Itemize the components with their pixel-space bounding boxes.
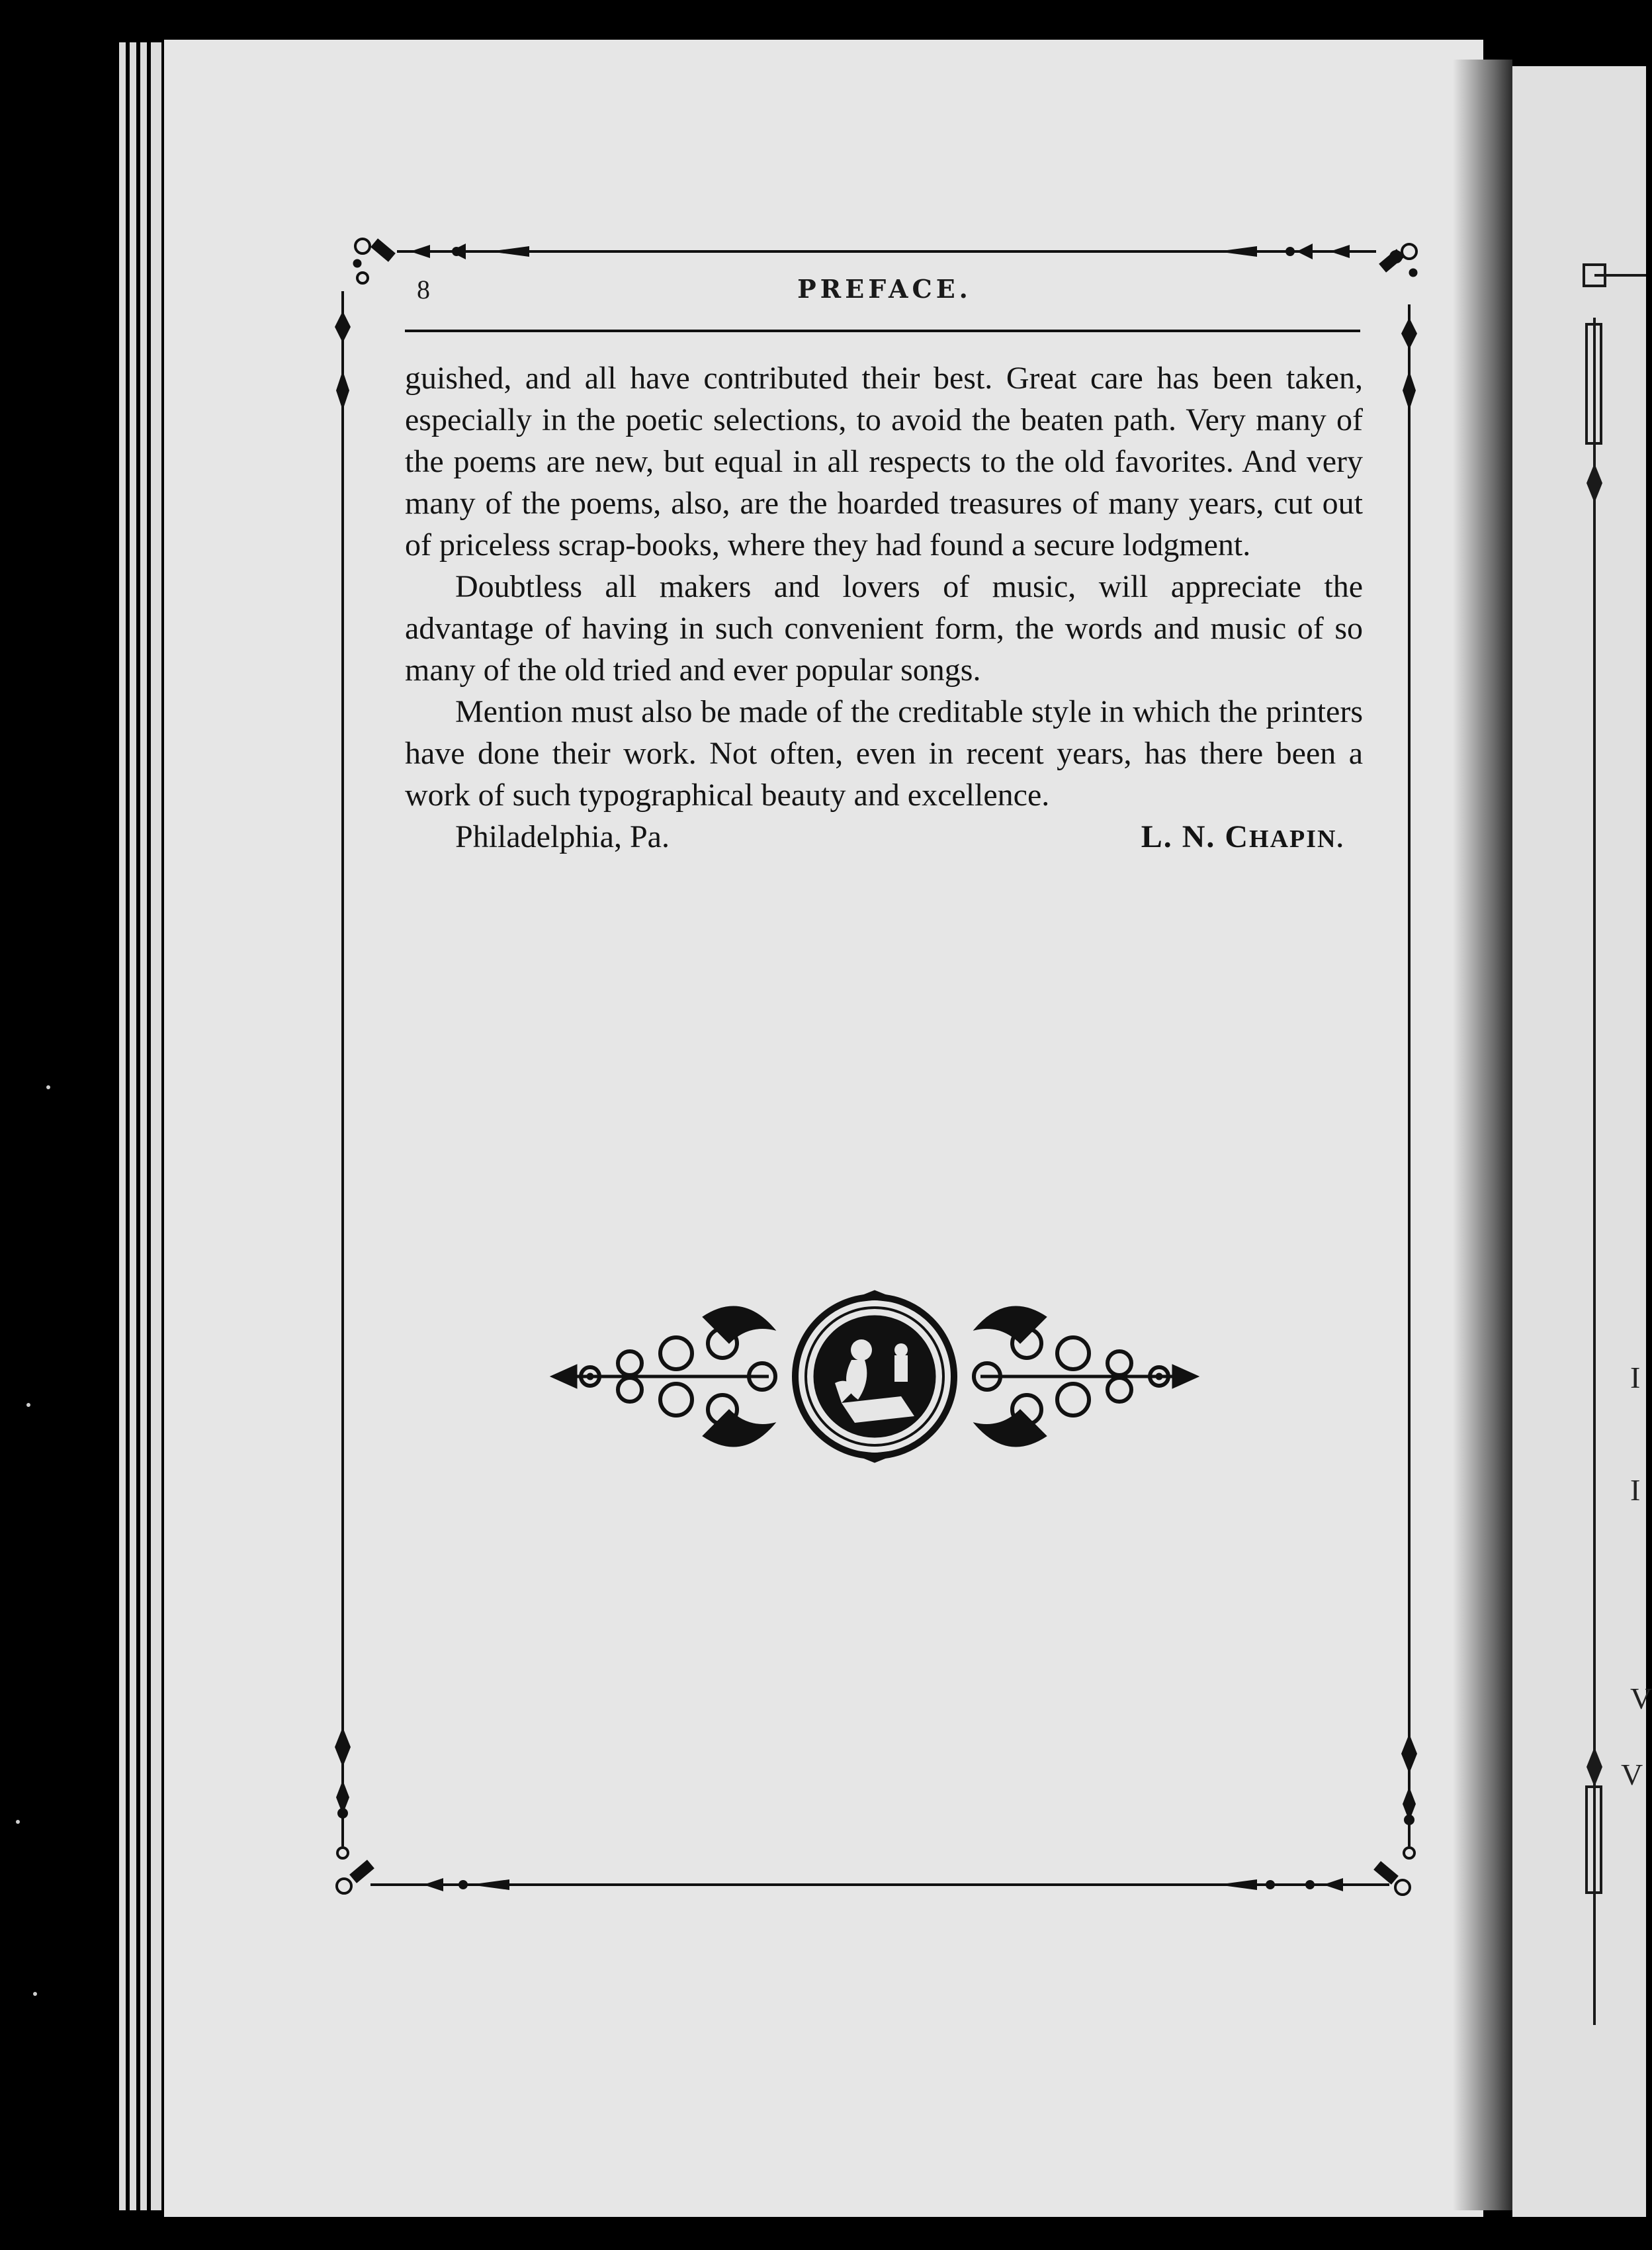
author-initials: L. N. C	[1141, 819, 1250, 854]
scan-speck	[26, 1403, 30, 1407]
place-of-writing: Philadelphia, Pa.	[455, 819, 670, 854]
scan-speck	[46, 1085, 50, 1089]
next-page-letter: I	[1630, 1361, 1641, 1394]
next-page-letter: V	[1630, 1682, 1652, 1715]
medallion-ornament-icon	[550, 1290, 1199, 1462]
paragraph: Mention must also be made of the creditable style in which the printers have done their work. Not often, even in recent years, has there been a work of such typographical beauty and excellence.	[405, 694, 1363, 813]
scan-speck	[16, 1820, 20, 1824]
corner-scroll-icon	[337, 1848, 374, 1893]
corner-scroll-icon	[353, 239, 395, 283]
author-surname: HAPIN.	[1249, 825, 1344, 853]
page-header	[405, 270, 1364, 316]
body-text	[405, 357, 1363, 858]
paragraph: guished, and all have contributed their best. Great care has been taken, especially in the poetic selections, to avoid the beaten path. Very many of the poems are new, but equal in all respects to the old favorites. And very many of the poems, also, are the hoarded treasures of many years, cut out of priceless scrap-books, where they had found a secure lodgment.	[405, 361, 1363, 562]
paragraph: Doubtless all makers and lovers of music, will appreciate the advantage of having in such convenient form, the words and music of so many of the old tried and ever popular songs.	[405, 569, 1363, 688]
corner-scroll-icon	[1374, 1848, 1414, 1895]
scan-speck	[33, 1992, 37, 1996]
next-page-letter: V	[1621, 1758, 1643, 1791]
running-head: PREFACE.	[797, 274, 972, 304]
signature-line	[405, 816, 1363, 858]
corner-scroll-icon	[1379, 244, 1417, 277]
author-signature	[1141, 816, 1344, 860]
page-number: 8	[417, 275, 430, 304]
next-page-letter: I	[1630, 1473, 1641, 1507]
